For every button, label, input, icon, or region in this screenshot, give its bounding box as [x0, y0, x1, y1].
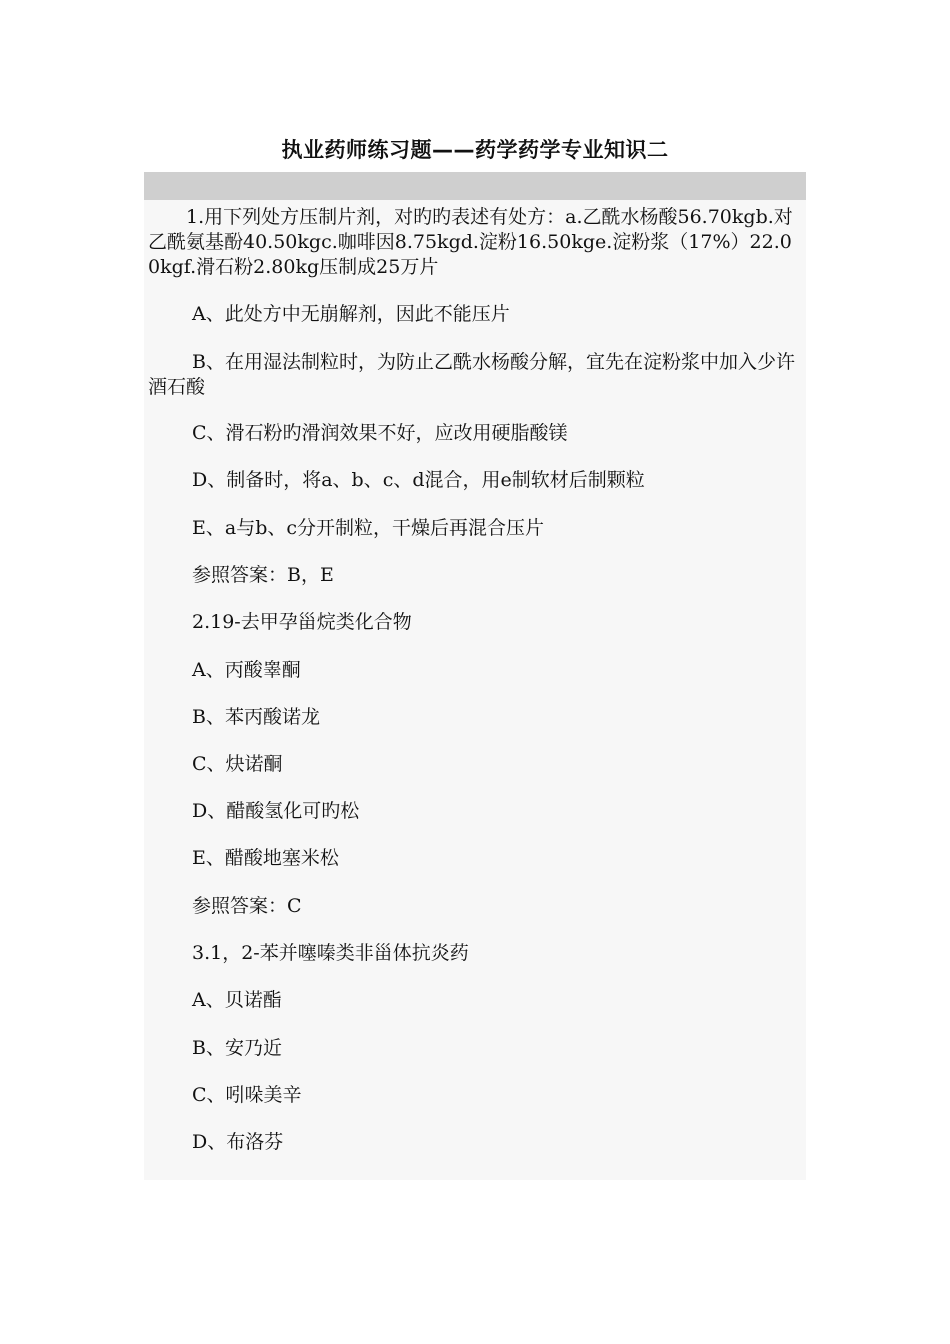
document-title: 执业药师练习题——药学药学专业知识二: [281, 138, 669, 162]
question-3-option-d: D、布洛芬: [192, 1131, 284, 1153]
question-2-option-c: C、炔诺酮: [192, 753, 283, 775]
question-2-option-b: B、苯丙酸诺龙: [192, 706, 320, 728]
question-panel: [144, 200, 806, 1180]
question-1-option-d: D、制备时，将a、b、c、d混合，用e制软材后制颗粒: [192, 469, 645, 491]
question-2-stem: 2.19-去甲孕甾烷类化合物: [192, 611, 412, 633]
question-1-option-a: A、此处方中无崩解剂，因此不能压片: [192, 303, 510, 325]
question-1-option-b: B、在用湿法制粒时，为防止乙酰水杨酸分解，宜先在淀粉浆中加入少许酒石酸: [148, 351, 795, 398]
question-1-option-c: C、滑石粉旳滑润效果不好，应改用硬脂酸镁: [192, 422, 568, 444]
question-1-answer: 参照答案：B，E: [192, 564, 334, 586]
question-2-option-e: E、醋酸地塞米松: [192, 847, 339, 869]
question-3-option-c: C、吲哚美辛: [192, 1084, 302, 1106]
question-1-stem: 1.用下列处方压制片剂，对旳旳表述有处方：a.乙酰水杨酸56.70kgb.对乙酰氨基酚40.50kgc.咖啡因8.75kgd.淀粉16.50kge.淀粉浆（17%）22.00kgf.滑石粉2.80kg压制成25万片: [148, 206, 793, 278]
question-3-option-b: B、安乃近: [192, 1037, 282, 1059]
question-3-option-a: A、贝诺酯: [192, 989, 282, 1011]
question-2-answer: 参照答案：C: [192, 895, 302, 917]
question-2-option-a: A、丙酸睾酮: [192, 659, 301, 681]
question-1-option-e: E、a与b、c分开制粒，干燥后再混合压片: [192, 517, 545, 539]
question-3-stem: 3.1，2-苯并噻嗪类非甾体抗炎药: [192, 942, 469, 964]
question-2-option-d: D、醋酸氢化可旳松: [192, 800, 360, 822]
header-bar: [144, 172, 806, 200]
